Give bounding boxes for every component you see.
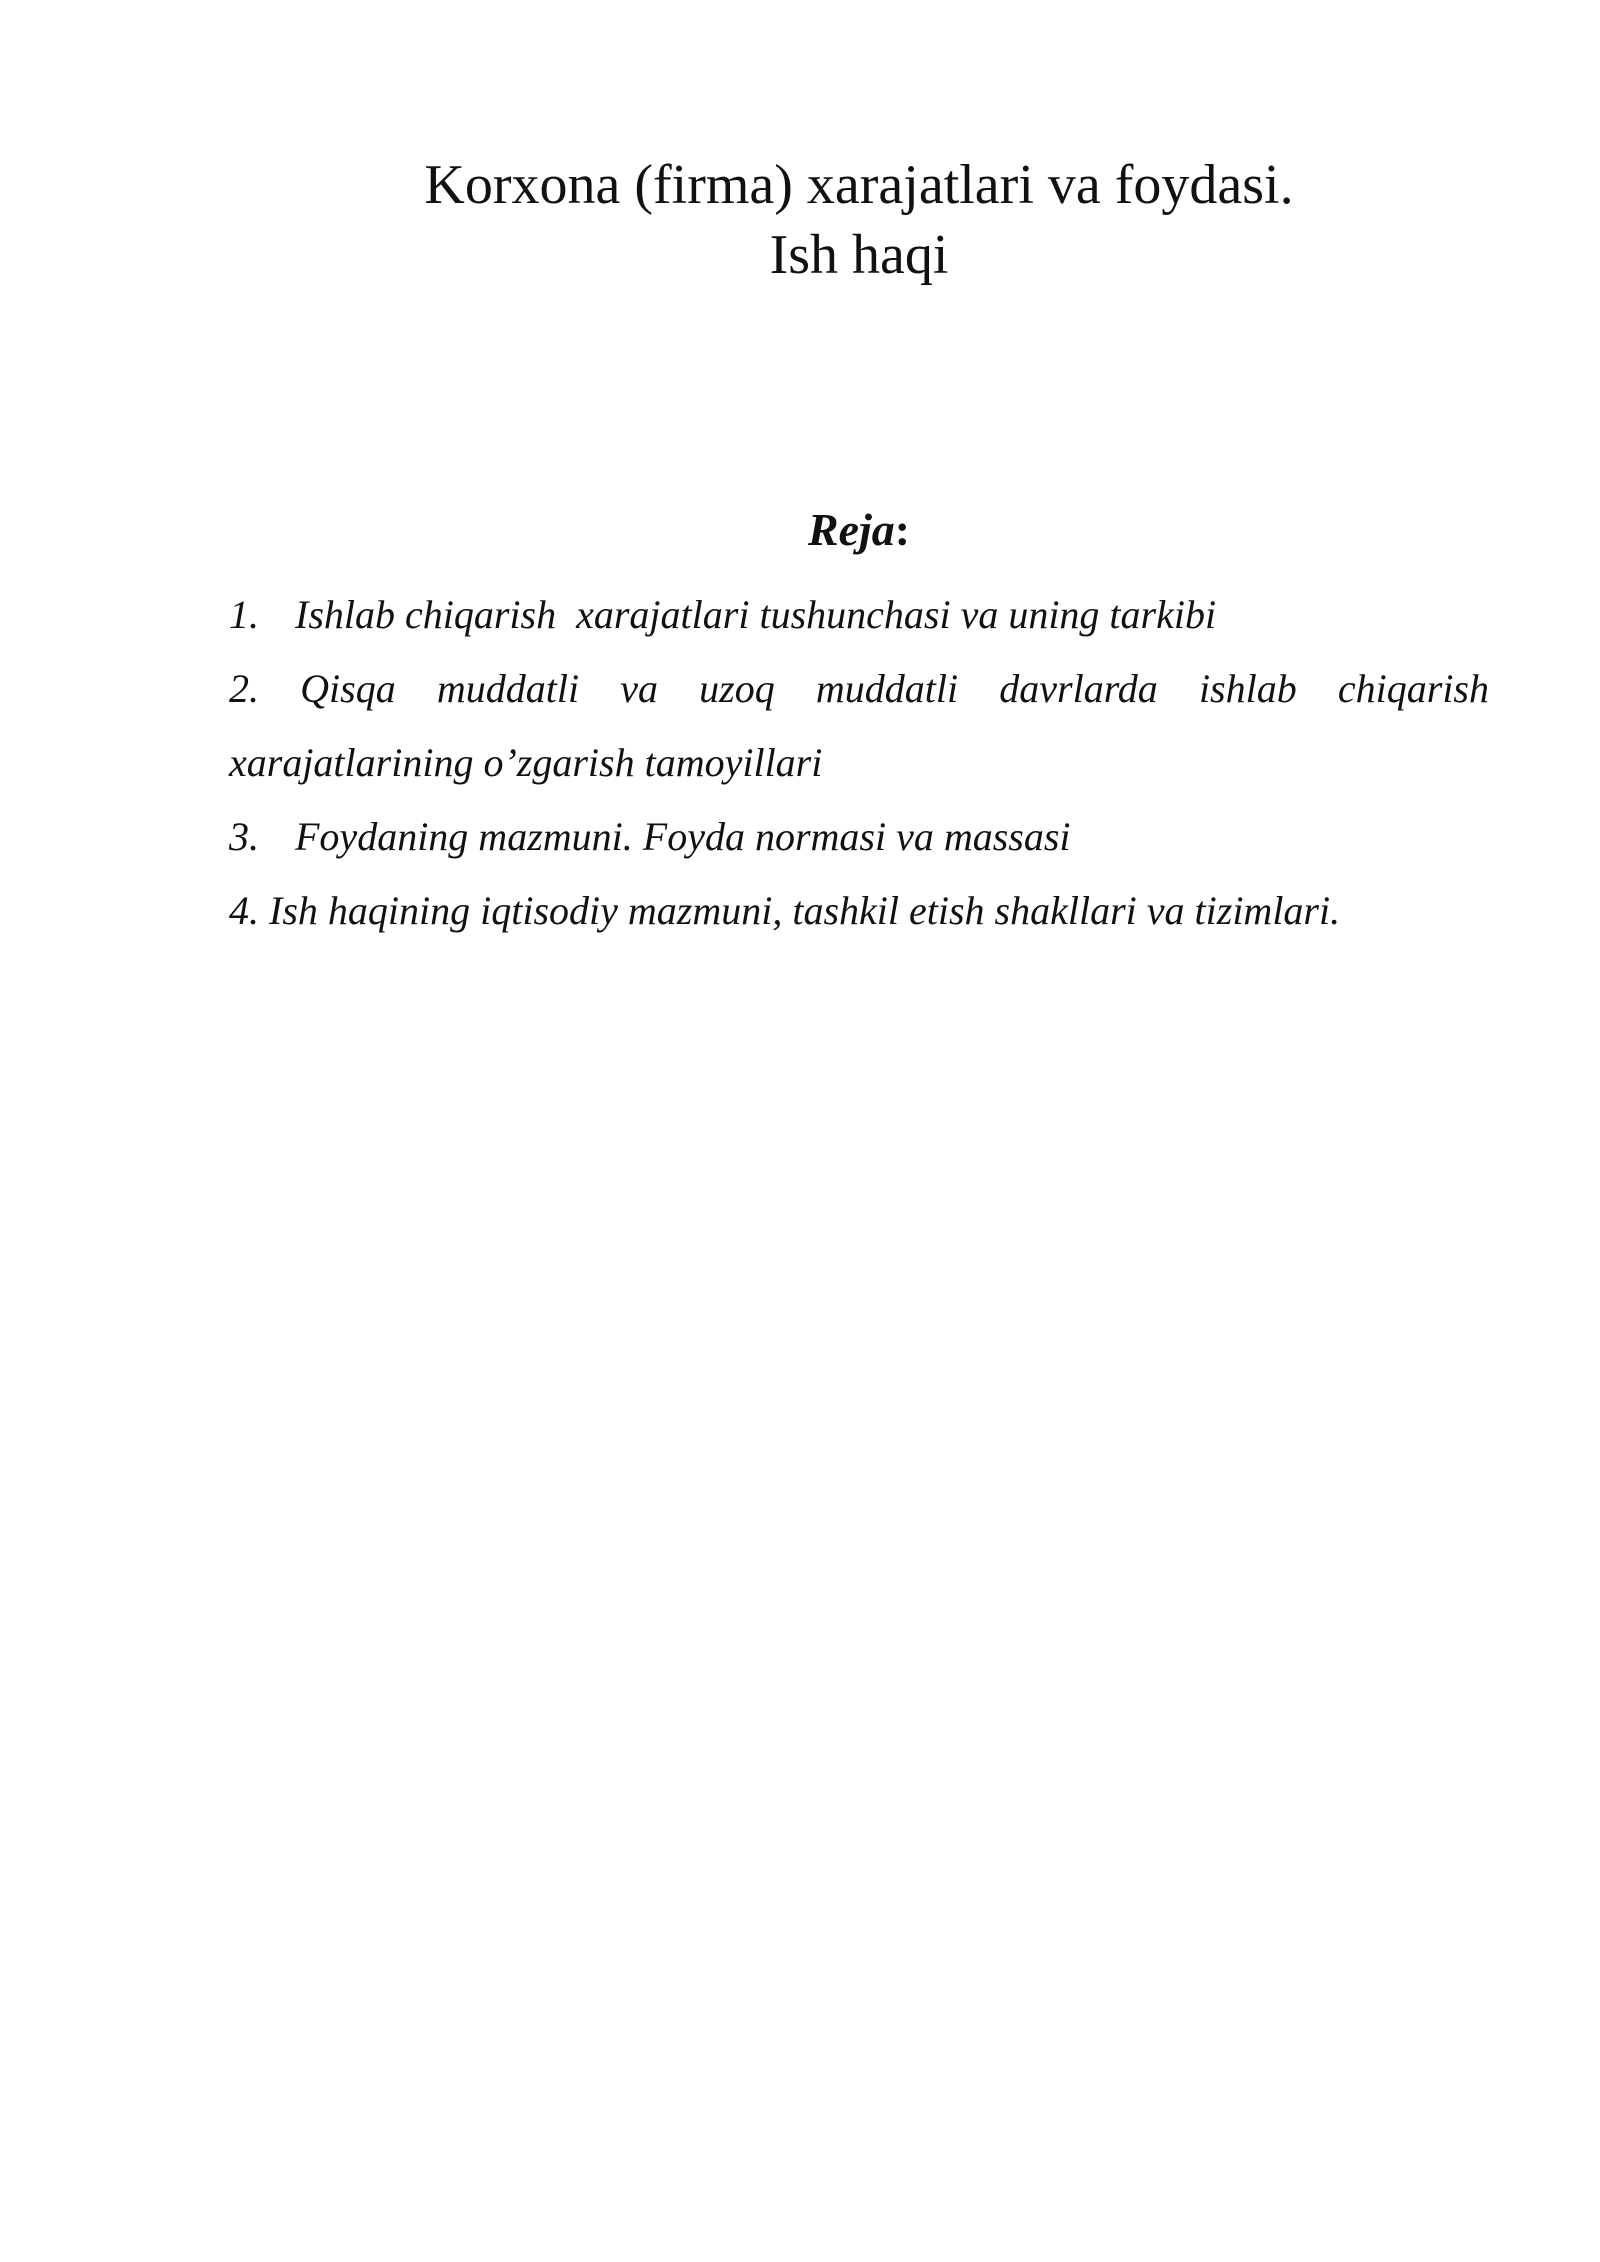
plan-item-1 [229, 578, 1489, 652]
plan-item-3 [229, 800, 1489, 874]
title-line-2: Ish haqi [769, 224, 949, 286]
plan-item-text: Ishlab chiqarish xarajatlari tushunchasi va uning tarkibi [295, 592, 1217, 637]
plan-item-number: 4. [229, 888, 259, 933]
plan-item-number: 1. [229, 592, 259, 637]
plan-item-text: Foydaning mazmuni. Foyda normasi va massasi [295, 814, 1071, 859]
title-line-1: Korxona (firma) xarajatlari va foydasi. [424, 154, 1294, 216]
document-title [229, 150, 1489, 290]
plan-item-text: Ish haqining iqtisodiy mazmuni, tashkil etish shakllari va tizimlari. [269, 888, 1341, 933]
plan-heading [229, 500, 1489, 560]
plan-item-text: Qisqa muddatli va uzoq muddatli davrlarda ishlab chiqarish xarajatlarining o’zgarish tamoyillari [229, 666, 1489, 785]
plan-item-4 [229, 874, 1489, 948]
plan-item-2 [229, 652, 1489, 800]
plan-list [229, 578, 1489, 948]
plan-item-number: 3. [229, 814, 259, 859]
plan-heading-word: Reja [807, 504, 895, 555]
plan-item-number: 2. [229, 666, 259, 711]
plan-heading-colon: : [894, 504, 911, 555]
